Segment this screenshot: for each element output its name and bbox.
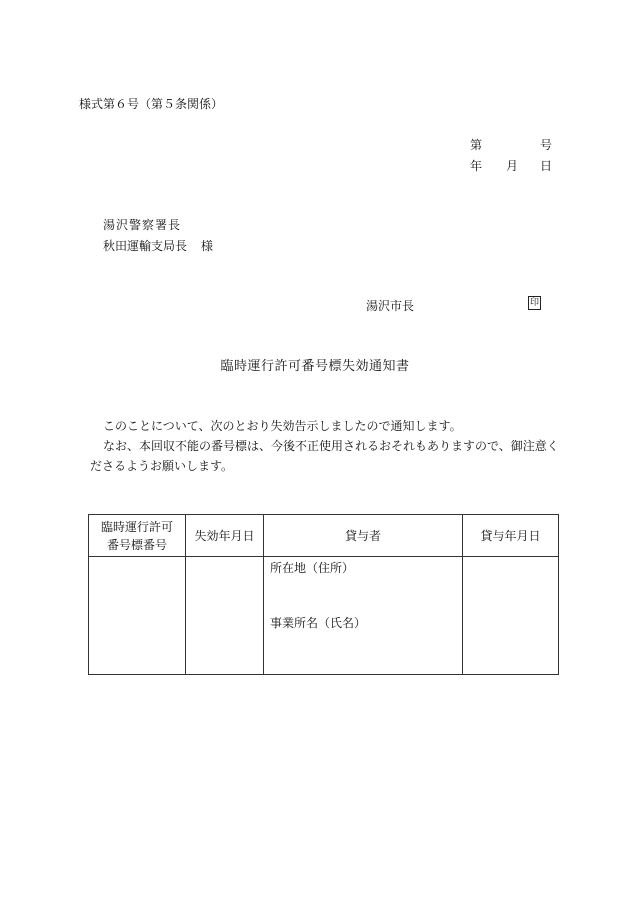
date-month-label: 月 (506, 159, 519, 173)
doc-number-prefix: 第 (470, 138, 483, 152)
date-day-label: 日 (539, 159, 552, 173)
header-plate-number-line2: 番号標番号 (106, 537, 167, 552)
lender-address-label: 所在地（住所） (270, 561, 355, 575)
sender-name: 湯沢市長 (366, 299, 415, 313)
addressee-police-chief: 湯沢警察署長 (103, 218, 182, 232)
seal-mark: 印 (529, 298, 539, 308)
header-lender: 貸与者 (264, 515, 463, 557)
addressee-transport-chief (103, 237, 213, 254)
cell-lend-date[interactable] (463, 557, 559, 675)
header-expiry-date: 失効年月日 (186, 515, 264, 557)
addressee-transport-chief-name: 秋田運輸支局長 (103, 239, 188, 253)
table-header-row (89, 515, 559, 557)
table-row (89, 557, 559, 675)
body-paragraph-2-continued: ださるようお願いします。 (90, 459, 234, 473)
header-plate-number-line1: 臨時運行許可 (100, 519, 173, 534)
cell-expiry-date[interactable] (186, 557, 264, 675)
lender-business-name-label: 事業所名（氏名） (270, 616, 367, 630)
notice-table (88, 514, 559, 675)
body-paragraph-1: このことについて、次のとおり失効告示しましたので通知します。 (103, 419, 462, 433)
body-paragraph-2: なお、本回収不能の番号標は、今後不正使用されるおそれもありますので、御注意く (103, 439, 559, 453)
addressee-honorific: 様 (201, 239, 214, 253)
document-title: 臨時運行許可番号標失効通知書 (220, 359, 410, 374)
form-number: 様式第６号（第５条関係） (79, 97, 224, 111)
cell-lender[interactable] (264, 557, 463, 675)
cell-plate-number[interactable] (89, 557, 186, 675)
header-lend-date: 貸与年月日 (463, 515, 559, 557)
header-plate-number (89, 515, 186, 557)
date-year-label: 年 (470, 159, 483, 173)
doc-number-suffix: 号 (539, 138, 552, 152)
